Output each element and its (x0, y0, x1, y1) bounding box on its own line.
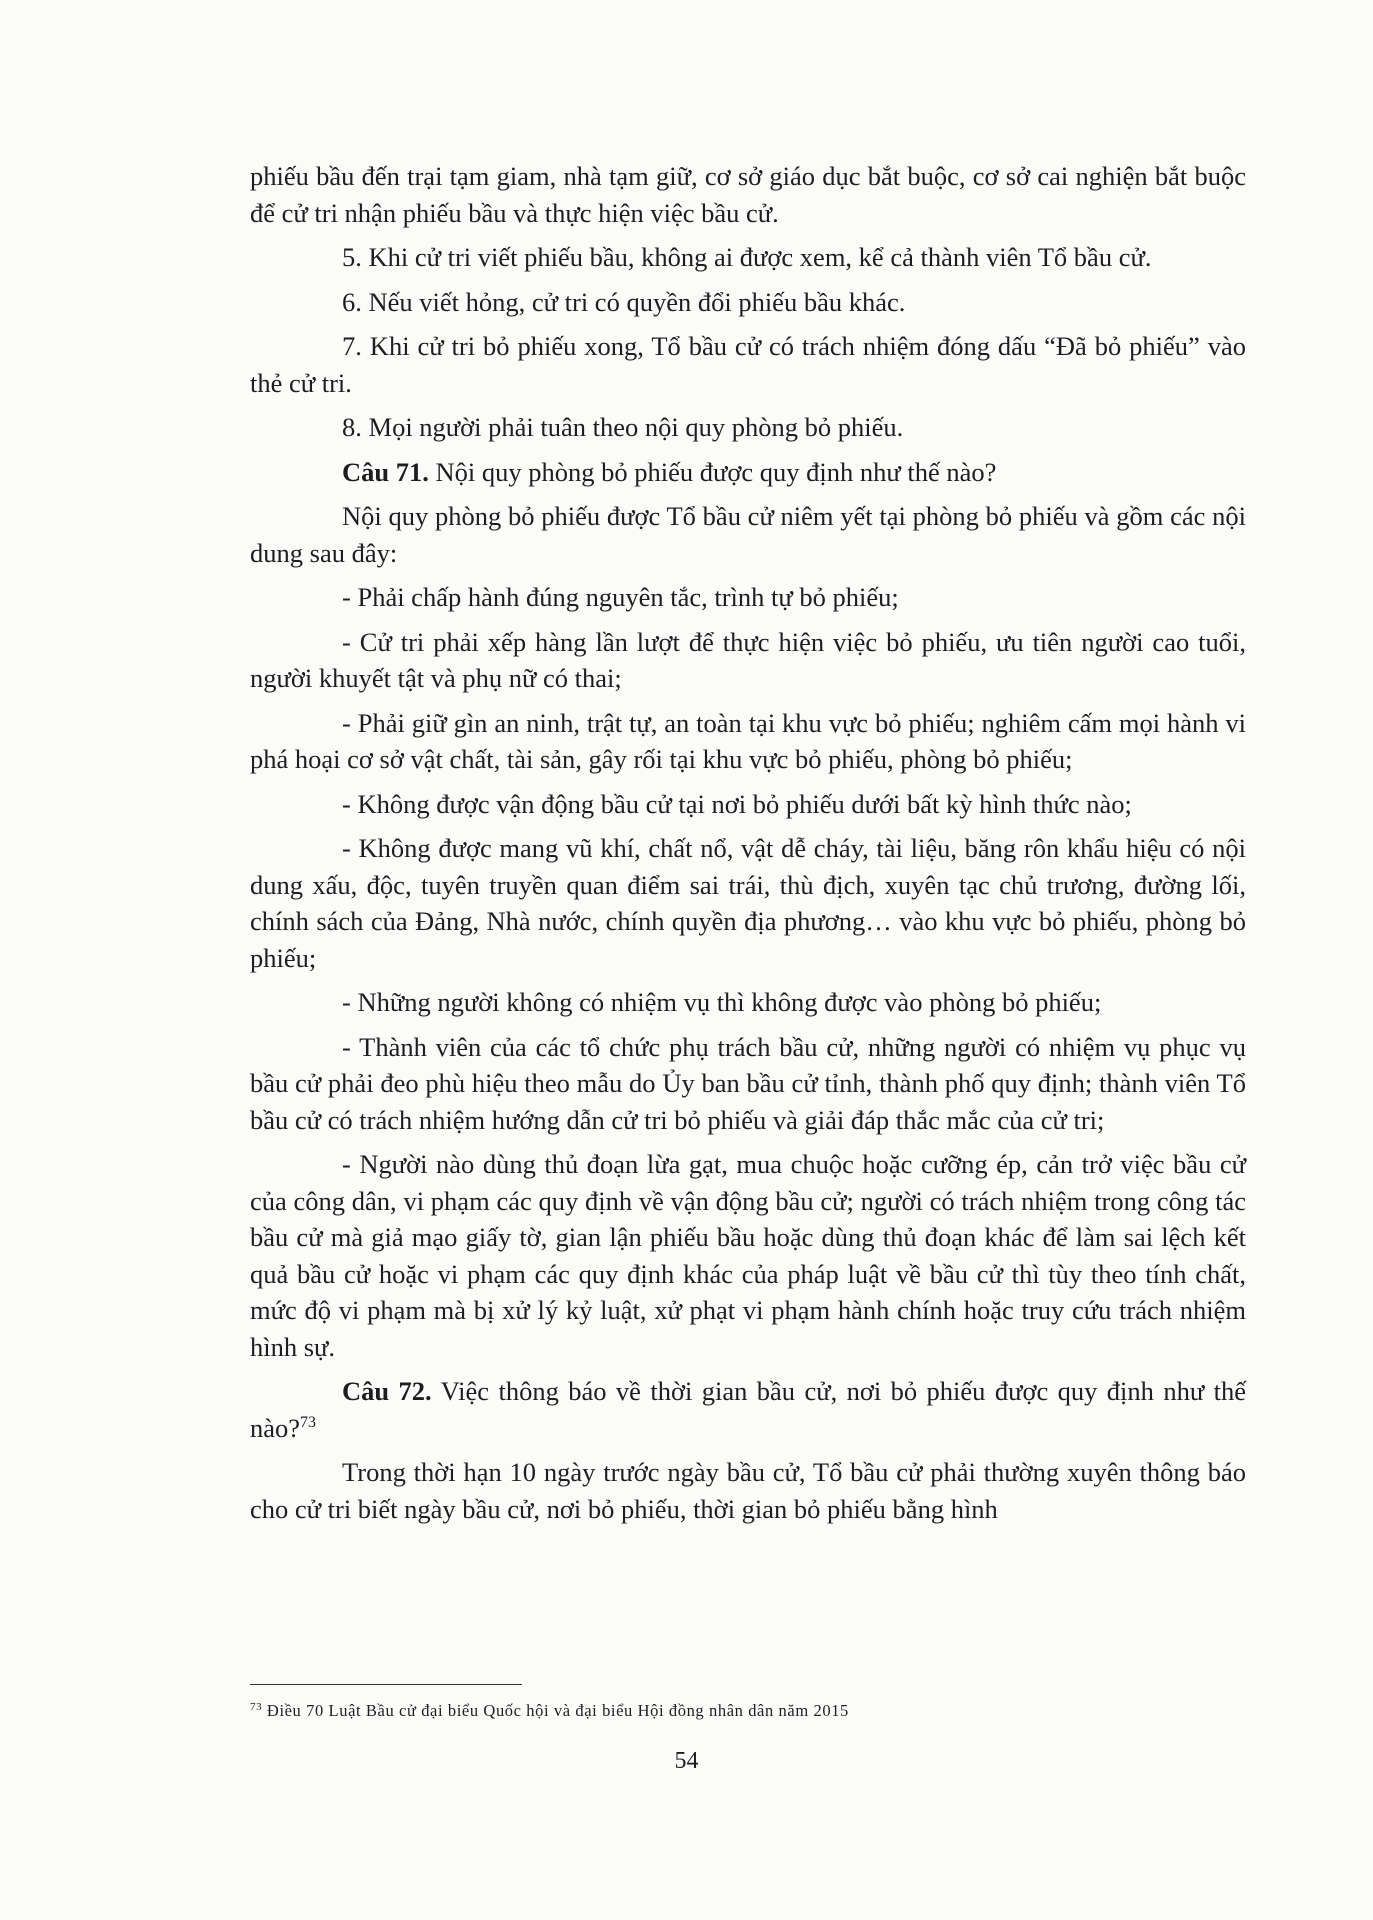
rule-item: - Không được mang vũ khí, chất nổ, vật dễ cháy, tài liệu, băng rôn khẩu hiệu có nội dung xấu, độc, tuyên truyền quan điểm sai trái, thù địch, xuyên tạc chủ trương, đường lối, chính sách của Đảng, Nhà nước, chính quyền địa phương… vào khu vực bỏ phiếu, phòng bỏ phiếu; (250, 833, 1246, 973)
question-72 (250, 1373, 1246, 1446)
rule-item: - Thành viên của các tổ chức phụ trách bầu cử, những người có nhiệm vụ phục vụ bầu cử phải đeo phù hiệu theo mẫu do Ủy ban bầu cử tỉnh, thành phố quy định; thành viên Tổ bầu cử có trách nhiệm hướng dẫn cử tri bỏ phiếu và giải đáp thắc mắc của cử tri; (250, 1031, 1246, 1135)
footnote-mark: 73 (250, 1701, 263, 1713)
question-72-label: Câu 72. (342, 1376, 432, 1406)
paragraph-item-6: 6. Nếu viết hỏng, cử tri có quyền đổi phiếu bầu khác. (342, 286, 906, 317)
footnote-reference: 73 (300, 1413, 317, 1431)
rule-item: - Người nào dùng thủ đoạn lừa gạt, mua chuộc hoặc cưỡng ép, cản trở việc bầu cử của công dân, vi phạm các quy định về vận động bầu cử; người có trách nhiệm trong công tác bầu cử mà giả mạo giấy tờ, gian lận phiếu bầu hoặc dùng thủ đoạn khác để làm sai lệch kết quả bầu cử hoặc vi phạm các quy định khác của pháp luật về bầu cử thì tùy theo tính chất, mức độ vi phạm mà bị xử lý kỷ luật, xử phạt vi phạm hành chính hoặc truy cứu trách nhiệm hình sự. (250, 1149, 1246, 1362)
footnote-text: Điều 70 Luật Bầu cử đại biểu Quốc hội và đại biểu Hội đồng nhân dân năm 2015 (262, 1701, 849, 1720)
question-72-text: Việc thông báo về thời gian bầu cử, nơi bỏ phiếu được quy định như thế nào? (250, 1376, 1246, 1443)
paragraph-item-8: 8. Mọi người phải tuân theo nội quy phòng bỏ phiếu. (342, 412, 904, 442)
paragraph-continuation: phiếu bầu đến trại tạm giam, nhà tạm giữ, cơ sở giáo dục bắt buộc, cơ sở cai nghiện bắt buộc để cử tri nhận phiếu bầu và thực hiện việc bầu cử. (250, 161, 1246, 228)
rule-item: - Phải chấp hành đúng nguyên tắc, trình tự bỏ phiếu; (342, 582, 899, 612)
footnote (250, 1700, 1246, 1722)
rule-item: - Không được vận động bầu cử tại nơi bỏ phiếu dưới bất kỳ hình thức nào; (342, 788, 1132, 819)
rule-item: - Phải giữ gìn an ninh, trật tự, an toàn tại khu vực bỏ phiếu; nghiêm cấm mọi hành vi phá hoại cơ sở vật chất, tài sản, gây rối tại khu vực bỏ phiếu, phòng bỏ phiếu; (250, 707, 1246, 774)
rule-item: - Cử tri phải xếp hàng lần lượt để thực hiện việc bỏ phiếu, ưu tiên người cao tuổi, người khuyết tật và phụ nữ có thai; (250, 626, 1246, 693)
question-71 (250, 454, 1246, 491)
answer-71-intro: Nội quy phòng bỏ phiếu được Tổ bầu cử niêm yết tại phòng bỏ phiếu và gồm các nội dung sau đây: (250, 501, 1246, 568)
paragraph-item-5: 5. Khi cử tri viết phiếu bầu, không ai được xem, kể cả thành viên Tổ bầu cử. (342, 242, 1152, 272)
page-number: 54 (674, 1748, 699, 1774)
paragraph-item-7: 7. Khi cử tri bỏ phiếu xong, Tổ bầu cử có trách nhiệm đóng dấu “Đã bỏ phiếu” vào thẻ cử tri. (250, 331, 1246, 398)
question-71-text: Nội quy phòng bỏ phiếu được quy định như thế nào? (428, 456, 997, 487)
question-71-label: Câu 71. (342, 456, 429, 487)
footnote-divider (250, 1684, 522, 1685)
body-text (250, 158, 1246, 1535)
answer-72: Trong thời hạn 10 ngày trước ngày bầu cử, Tổ bầu cử phải thường xuyên thông báo cho cử tri biết ngày bầu cử, nơi bỏ phiếu, thời gian bỏ phiếu bằng hình (250, 1457, 1246, 1524)
rule-item: - Những người không có nhiệm vụ thì không được vào phòng bỏ phiếu; (342, 987, 1102, 1017)
